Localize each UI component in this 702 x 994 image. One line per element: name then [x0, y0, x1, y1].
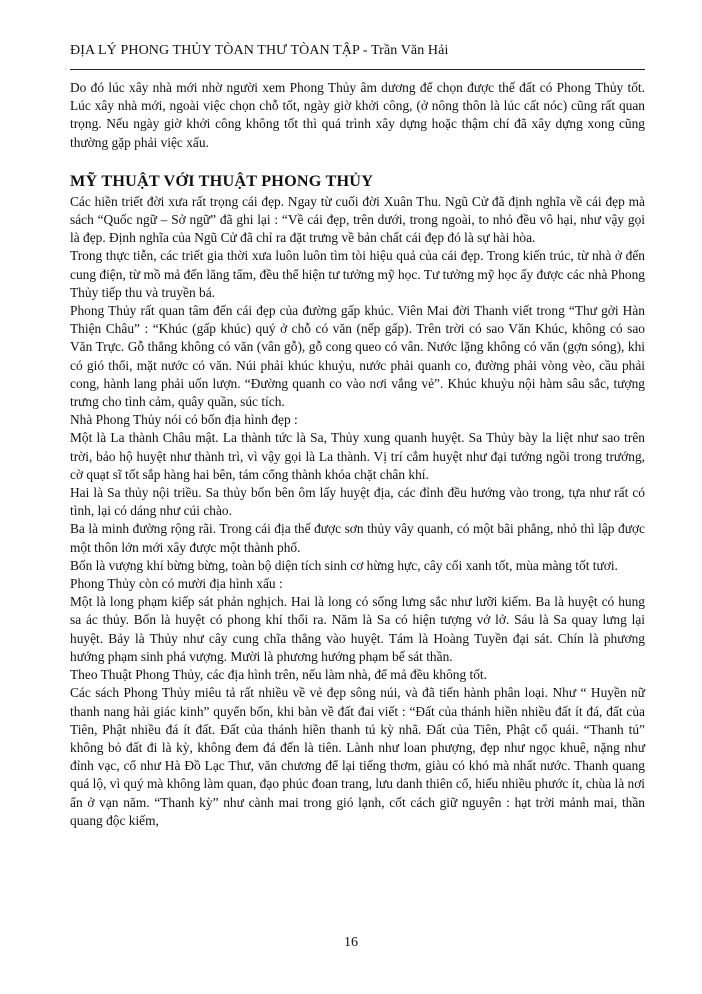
- page-body: [70, 79, 645, 830]
- header-divider: [70, 69, 645, 70]
- intro-paragraph: Do đó lúc xây nhà mới nhờ người xem Phong Thủy âm dương để chọn được thế đất có Phong Thủy tốt. Lúc xây nhà mới, ngoài việc chọn chỗ tốt, ngày giờ khởi công, (ở nông thôn là lúc cất nóc) cũng rất quan trọng. Nếu ngày giờ khởi công không tốt thì quá trình xây dựng hoặc thậm chí đã xây dựng xong cũng thường gặp phải việc xấu.: [70, 80, 645, 150]
- body-paragraph: Các sách Phong Thủy miêu tả rất nhiều về vẻ đẹp sông núi, và đã tiến hành phân loại. Như “ Huyền nữ thanh nang hải giác kinh” quyển bốn, khi bàn về đất đai viết : “Đất của thánh hiền nhiều đất ít đá, đất của Tiên, Phật nhiều đá ít đất. Đất của thánh hiền thanh tú kỳ nhã. Đất của Tiên, Phật cổ quái. “Thanh tú” không bỏ đất đi là kỳ, không đem đá đến là tiên. Lành như loan phượng, đẹp như ngọc khuê, nặng như đỉnh vạc, cổ như Hà Đồ Lạc Thư, văn chương để lại tiếng thơm, giàu có khó mà nhất nước. Thanh quang quá lộ, vì quý mà không làm quan, đạo phúc đoan trang, lưu danh thiên cổ, hiếu nhiều phước ít, chùa là nơi ẩn ở vạn năm. “Thanh kỳ” như cành mai trong gió lạnh, cốt cách giữ nguyên : hạt trời mảnh mai, thần quang độc kiếm,: [70, 685, 645, 828]
- body-paragraph: Phong Thủy còn có mười địa hình xấu :: [70, 576, 283, 592]
- body-paragraph: Bốn là vượng khí bừng bừng, toàn bộ diện tích sinh cơ hừng hực, cây cối xanh tốt, mùa màng tốt tươi.: [70, 557, 618, 573]
- body-paragraph: Nhà Phong Thủy nói có bốn địa hình đẹp :: [70, 412, 298, 428]
- body-paragraph: Trong thực tiễn, các triết gia thời xưa luôn luôn tìm tòi hiệu quả của cái đẹp. Trong kiến trúc, từ nhà ở đến cung điện, từ mồ mả đến lăng tẩm, đều thể hiện tư tưởng mỹ học. Tư tưởng mỹ học ấy được các nhà Phong Thủy tiếp thu và truyền bá.: [70, 248, 645, 300]
- body-paragraph: Một là long phạm kiếp sát phản nghịch. Hai là long có sống lưng sắc như lưỡi kiếm. Ba là huyệt có hung sa ác thủy. Bốn là huyệt có phong khí thổi ra. Năm là Sa có hiện tượng vở lở. Sáu là Sa quay lưng lại huyệt. Bảy là Thủy như cây cung chĩa thẳng vào huyệt. Tám là Hoàng Tuyền đại sát. Chín là phương hướng phạm sinh phá vượng. Mười là phương hướng phạm bế sát thần.: [70, 594, 645, 664]
- section-heading: MỸ THUẬT VỚI THUẬT PHONG THỦY: [70, 171, 374, 190]
- body-paragraph: Theo Thuật Phong Thủy, các địa hình trên, nếu làm nhà, để mả đều không tốt.: [70, 667, 487, 683]
- running-header: ĐỊA LÝ PHONG THỦY TÒAN THƯ TÒAN TẬP - Trần Văn Hải: [70, 43, 449, 58]
- body-paragraph: Một là La thành Châu mật. La thành tức là Sa, Thủy xung quanh huyệt. Sa Thủy bày la liệt như sao trên trời, bảo hộ huyệt như thành trì, vì vậy gọi là La thành. Vị trí cắm huyệt như đại tướng ngồi trong trướng, cờ quạt sĩ tốt sắp hàng hai bên, tám cổng thành khóa chặt chân khí.: [70, 430, 645, 482]
- page-number: 16: [344, 935, 358, 950]
- body-paragraph: Hai là Sa thủy nội triều. Sa thủy bốn bên ôm lấy huyệt địa, các đỉnh đều hướng vào trong, tựa như rất có tình, lại có dáng như cúi chào.: [70, 485, 645, 519]
- body-paragraph: Các hiền triết đời xưa rất trọng cái đẹp. Ngay từ cuối đời Xuân Thu. Ngũ Cử đã định nghĩa về cái đẹp mà sách “Quốc ngữ – Sở ngữ” đã ghi lại : “Về cái đẹp, trên dưới, trong ngoài, to nhỏ đều vô hại, như vậy gọi là đẹp. Định nghĩa của Ngũ Cử đã chỉ ra đặt trưng về bản chất cái đẹp đó là sự hài hòa.: [70, 193, 645, 246]
- body-paragraph: Phong Thủy rất quan tâm đến cái đẹp của đường gấp khúc. Viên Mai đời Thanh viết trong “Thư gởi Hàn Thiện Châu” : “Khúc (gấp khúc) quý ở chỗ có văn (nếp gấp). Trên trời có sao Văn Khúc, không có sao Văn Trực. Gỗ thẳng không có văn (vân gỗ), gỗ cong queo có vân. Nước lặng không có văn (gợn sóng), khi có gió thổi, mặt nước có văn. Núi phải khúc khuỷu, nước phải quanh co, đường phải vòng vèo, cầu phải cong, hành lang phải uốn lượn. “Đường quanh co vào nơi vắng vẻ”. Khúc khuỷu nội hàm sâu sắc, tượng trưng cho tình cảm, quây quần, súc tích.: [70, 303, 645, 410]
- body-paragraph: Ba là minh đường rộng rãi. Trong cái địa thế được sơn thủy vây quanh, có một bãi phẳng, nhỏ thì lập được một thôn lớn mới xây được một thành phố.: [70, 521, 645, 555]
